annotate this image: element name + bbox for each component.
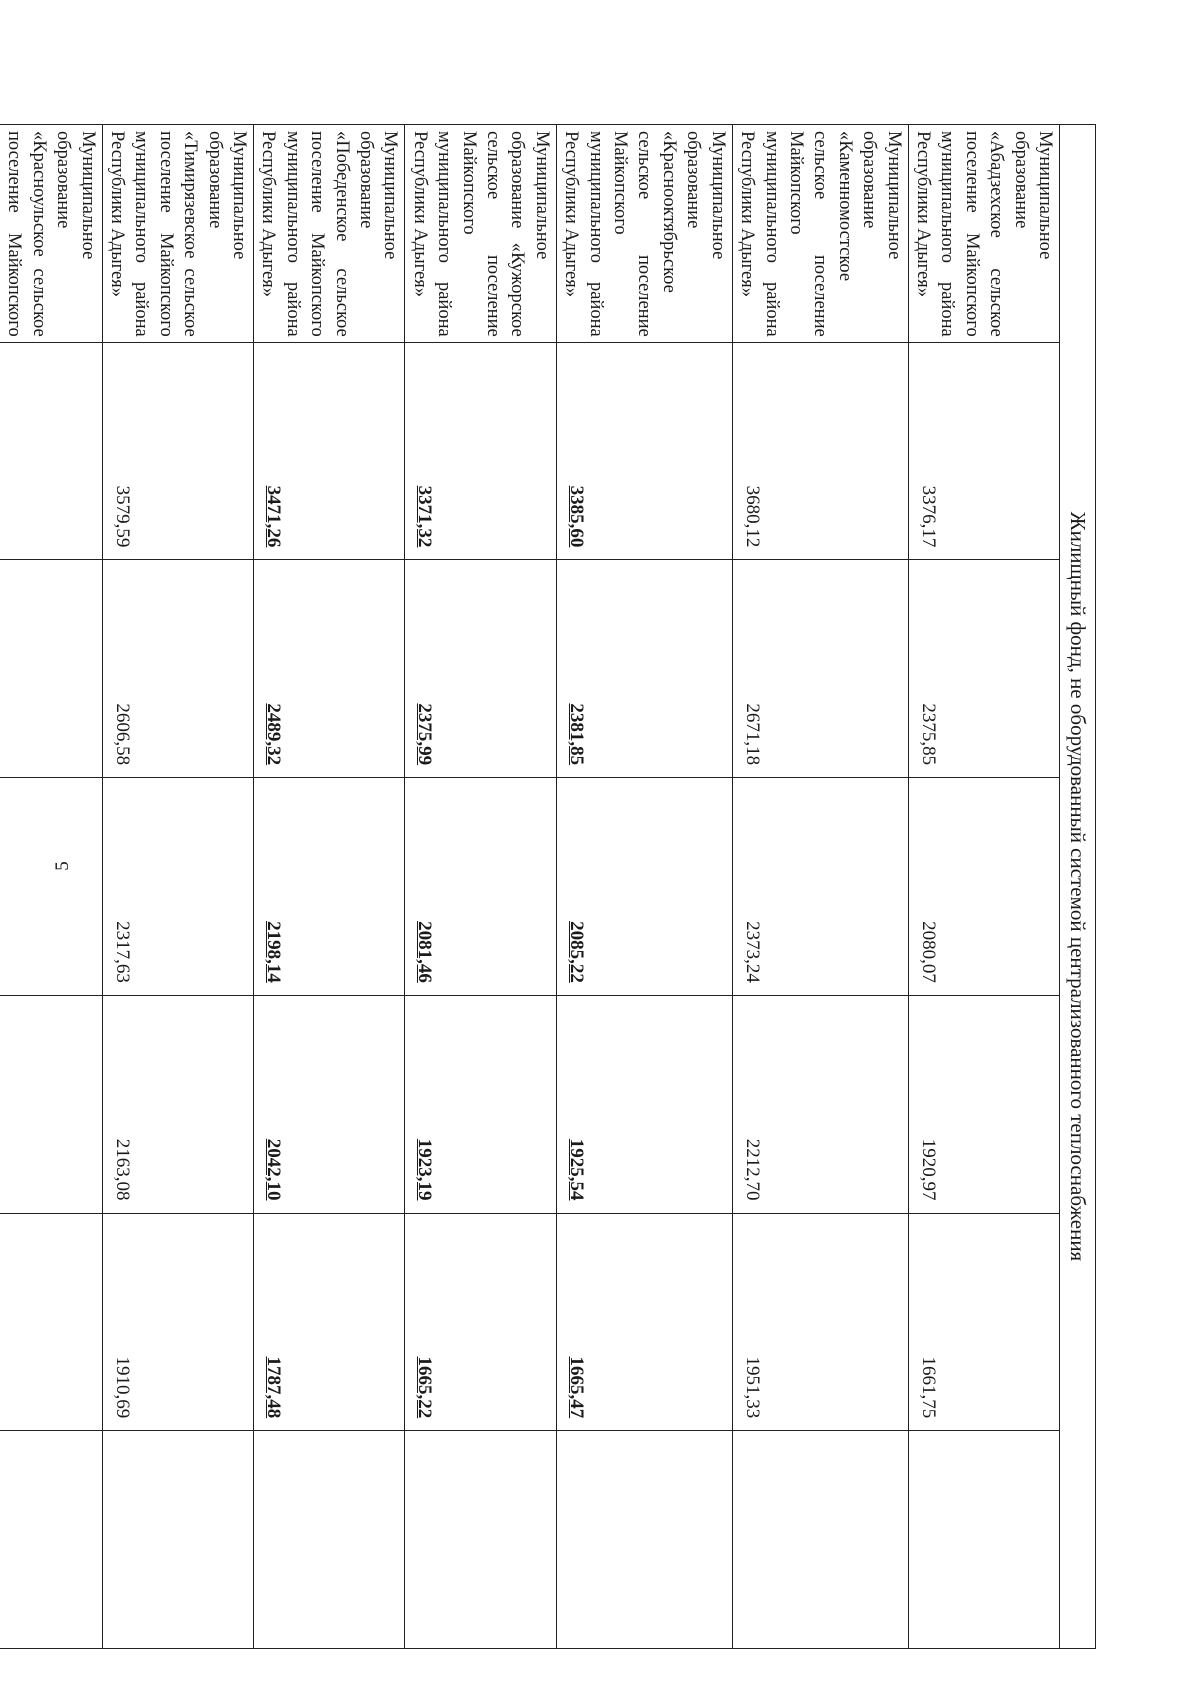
value-cell: 2375,85: [908, 560, 1059, 778]
municipality-name: Муниципальное образование «Краснооктябрьское сельское поселение Майкопского муниципального района Республики Адыгея»: [556, 125, 732, 343]
value-cell: 2373,24: [732, 778, 908, 996]
value-cell: 3680,12: [732, 342, 908, 560]
value-cell: [0, 560, 102, 778]
value-cell: 3385,60: [556, 342, 732, 560]
municipality-name: Муниципальное образование «Красноульское сельское поселение Майкопского: [0, 125, 102, 343]
value-cell: 2085,22: [556, 778, 732, 996]
value-cell: 2317,63: [102, 778, 253, 996]
table-row: [254, 125, 405, 1649]
table-row: [405, 125, 556, 1649]
value-cell: 1923,19: [405, 995, 556, 1213]
table-row: [0, 125, 102, 1649]
value-cell: 3376,17: [908, 342, 1059, 560]
municipality-name: Муниципальное образование «Абадзехское сельское поселение Майкопского муниципального района Республики Адыгея»: [908, 125, 1059, 343]
municipality-name: Муниципальное образование «Победенское сельское поселение Майкопского муниципального района Республики Адыгея»: [254, 125, 405, 343]
value-cell: 2671,18: [732, 560, 908, 778]
value-cell: 3371,32: [405, 342, 556, 560]
value-cell: 1951,33: [732, 1213, 908, 1431]
value-cell: 1665,22: [405, 1213, 556, 1431]
value-cell: [732, 1431, 908, 1649]
housing-tariff-table: [0, 124, 1096, 1649]
value-cell: 1661,75: [908, 1213, 1059, 1431]
page-number: 5: [51, 861, 73, 871]
value-cell: 3471,26: [254, 342, 405, 560]
value-cell: 1920,97: [908, 995, 1059, 1213]
value-cell: [556, 1431, 732, 1649]
value-cell: [0, 995, 102, 1213]
value-cell: 1910,69: [102, 1213, 253, 1431]
rotated-table-container: [4, 124, 1096, 1649]
table-row: [102, 125, 253, 1649]
value-cell: [102, 1431, 253, 1649]
value-cell: 3579,59: [102, 342, 253, 560]
value-cell: 2212,70: [732, 995, 908, 1213]
value-cell: [405, 1431, 556, 1649]
value-cell: 2375,99: [405, 560, 556, 778]
value-cell: [0, 778, 102, 996]
value-cell: 1787,48: [254, 1213, 405, 1431]
municipality-name: Муниципальное образование «Каменномостское сельское поселение Майкопского муниципального района Республики Адыгея»: [732, 125, 908, 343]
value-cell: [908, 1431, 1059, 1649]
value-cell: 2198,14: [254, 778, 405, 996]
value-cell: 1665,47: [556, 1213, 732, 1431]
value-cell: [0, 1431, 102, 1649]
value-cell: 1925,54: [556, 995, 732, 1213]
value-cell: 2080,07: [908, 778, 1059, 996]
section-header-row: [1060, 125, 1096, 1649]
table-row: [732, 125, 908, 1649]
value-cell: [254, 1431, 405, 1649]
table-row: [556, 125, 732, 1649]
value-cell: [0, 1213, 102, 1431]
value-cell: 2489,32: [254, 560, 405, 778]
value-cell: 2081,46: [405, 778, 556, 996]
section-header: Жилищный фонд, не оборудованный системой централизованного теплоснабжения: [1060, 125, 1096, 1649]
value-cell: [0, 342, 102, 560]
value-cell: 2606,58: [102, 560, 253, 778]
municipality-name: Муниципальное образование «Кужорское сельское поселение Майкопского муниципального района Республики Адыгея»: [405, 125, 556, 343]
value-cell: 2163,08: [102, 995, 253, 1213]
municipality-name: Муниципальное образование «Тимирязевское сельское поселение Майкопского муниципального района Республики Адыгея»: [102, 125, 253, 343]
value-cell: 2042,10: [254, 995, 405, 1213]
table-row: [908, 125, 1059, 1649]
value-cell: 2381,85: [556, 560, 732, 778]
